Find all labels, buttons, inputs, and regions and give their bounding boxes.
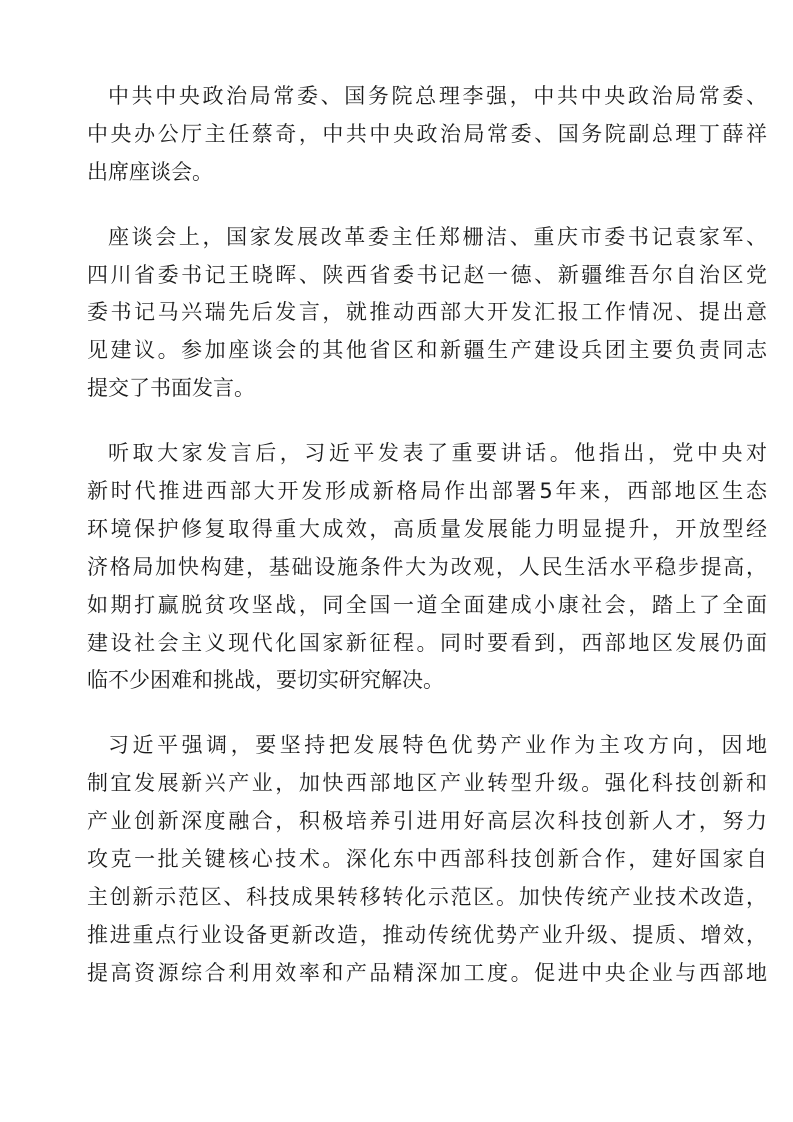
paragraph-line: 出席座谈会。 — [87, 159, 213, 184]
paragraph-line: 环境保护修复取得重大成效，高质量发展能力明显提升，开放型经 — [87, 516, 767, 541]
document-body — [87, 78, 767, 1020]
paragraph-line: 委书记马兴瑞先后发言，就推动西部大开发汇报工作情况、提出意 — [87, 300, 767, 325]
paragraph-line: 制宜发展新兴产业，加快西部地区产业转型升级。强化科技创新和 — [87, 771, 767, 796]
paragraph-line: 提交了书面发言。 — [87, 376, 255, 401]
paragraph-3 — [87, 435, 767, 700]
paragraph-line: 攻克一批关键核心技术。深化东中西部科技创新合作，建好国家自 — [87, 847, 767, 872]
paragraph-line: 济格局加快构建，基础设施条件大为改观，人民生活水平稳步提高， — [87, 554, 767, 579]
paragraph-line: 提高资源综合利用效率和产品精深加工度。促进中央企业与西部地 — [87, 960, 767, 985]
paragraph-line: 推进重点行业设备更新改造，推动传统优势产业升级、提质、增效， — [87, 922, 767, 947]
paragraph-line: 中共中央政治局常委、国务院总理李强，中共中央政治局常委、 — [108, 84, 767, 108]
paragraph-line: 座谈会上，国家发展改革委主任郑栅洁、重庆市委书记袁家军、 — [108, 224, 767, 249]
paragraph-line: 主创新示范区、科技成果转移转化示范区。加快传统产业技术改造， — [87, 884, 767, 909]
paragraph-line: 新时代推进西部大开发形成新格局作出部署5年来，西部地区生态 — [87, 479, 767, 504]
paragraph-line: 四川省委书记王晓晖、陕西省委书记赵一德、新疆维吾尔自治区党 — [87, 262, 767, 287]
paragraph-line: 习近平强调，要坚持把发展特色优势产业作为主攻方向，因地 — [108, 733, 767, 758]
paragraph-line: 产业创新深度融合，积极培养引进用好高层次科技创新人才，努力 — [87, 809, 767, 834]
paragraph-2 — [87, 219, 767, 408]
paragraph-line: 见建议。参加座谈会的其他省区和新疆生产建设兵团主要负责同志 — [87, 338, 767, 363]
paragraph-line: 建设社会主义现代化国家新征程。同时要看到，西部地区发展仍面 — [87, 630, 767, 655]
paragraph-4 — [87, 727, 767, 992]
paragraph-line: 临不少困难和挑战，要切实研究解决。 — [87, 668, 444, 693]
paragraph-line: 中央办公厅主任蔡奇，中共中央政治局常委、国务院副总理丁薛祥 — [87, 121, 767, 146]
paragraph-1 — [87, 78, 767, 192]
paragraph-line: 如期打赢脱贫攻坚战，同全国一道全面建成小康社会，踏上了全面 — [87, 592, 767, 617]
paragraph-line: 听取大家发言后，习近平发表了重要讲话。他指出，党中央对 — [108, 441, 767, 466]
